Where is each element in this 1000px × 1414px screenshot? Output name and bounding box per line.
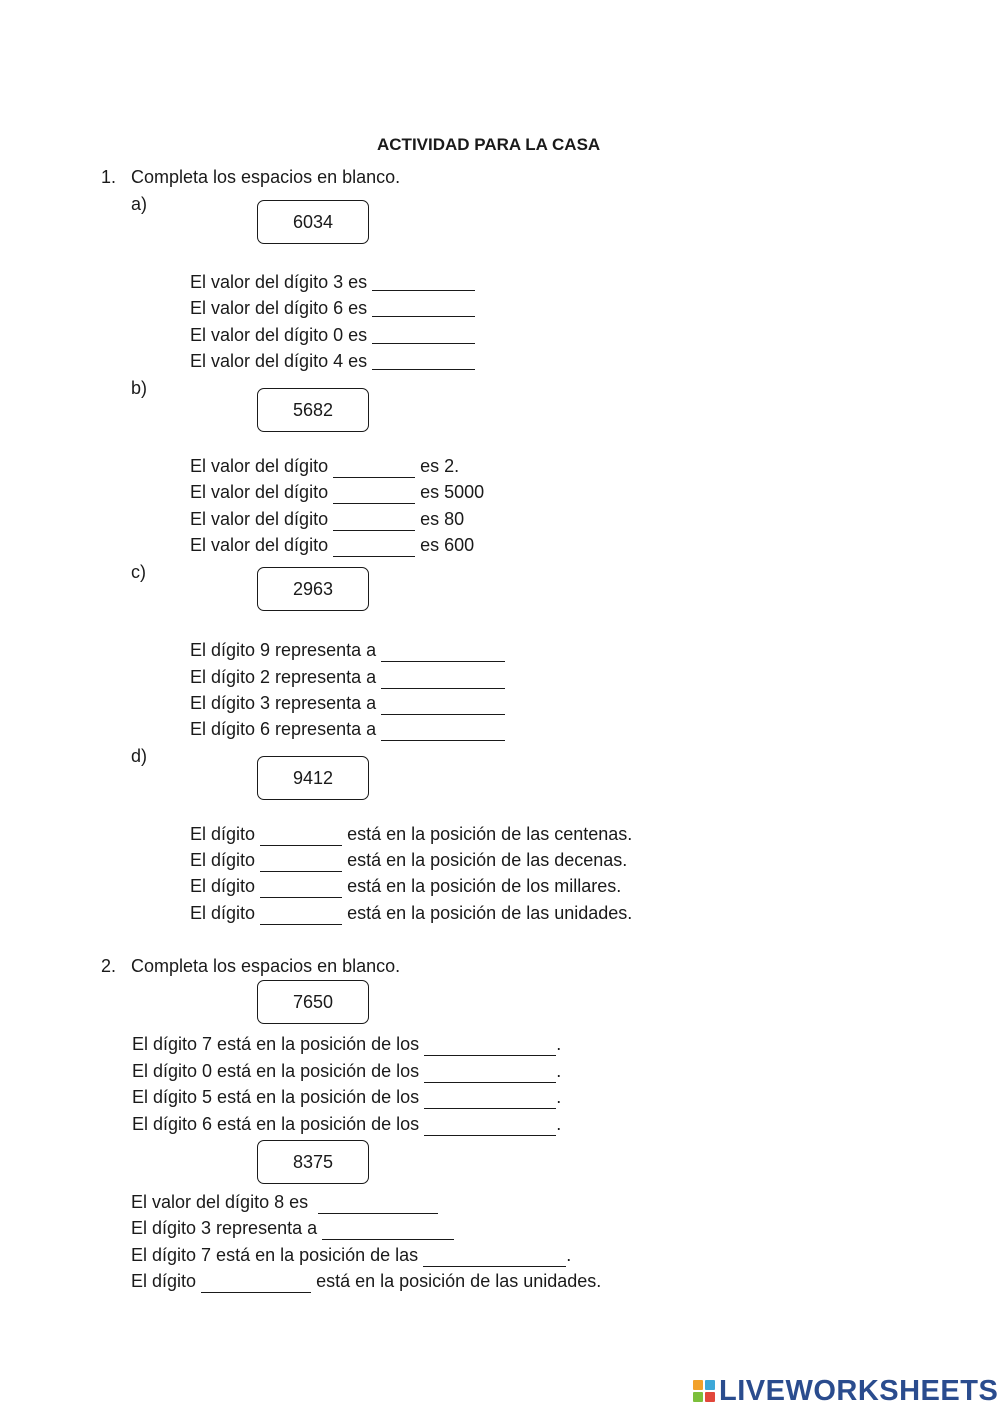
part-b-line-3: El valor del dígito es 80 [190,509,465,529]
q2-part1-line-3: El dígito 5 está en la posición de los . [132,1087,562,1107]
part-c-line-3: El dígito 3 representa a [190,692,505,715]
question-1-number: 1. [101,167,117,187]
answer-c-1-input[interactable] [381,639,505,662]
number-box-q2-1 [257,980,369,1024]
question-2-number: 2. [101,956,117,976]
answer-b-1-input[interactable] [333,455,415,478]
logo-square-4 [705,1392,715,1402]
number-box-c-value: 2963 [292,578,334,599]
answer-d-3-input[interactable] [260,875,342,898]
part-a-line-3: El valor del dígito 0 es [190,324,475,346]
q2-part2-line-3: El dígito 7 está en la posición de las . [131,1245,572,1265]
page-title: ACTIVIDAD PARA LA CASA [377,135,601,154]
answer-a-3-input[interactable] [372,328,475,344]
logo-square-2 [705,1380,715,1390]
answer-q2-7-input[interactable] [423,1244,566,1267]
answer-q2-4-input[interactable] [424,1113,556,1136]
logo-square-1 [693,1380,703,1390]
answer-d-1-input[interactable] [260,823,342,846]
answer-a-1-input[interactable] [372,275,475,291]
part-c-line-1: El dígito 9 representa a [190,639,505,662]
number-box-a [257,200,369,244]
part-b-line-4: El valor del dígito es 600 [190,535,475,555]
part-d-line-3: El dígito está en la posición de los millares. [190,876,622,896]
part-d-line-2: El dígito está en la posición de las decenas. [190,850,628,870]
number-box-d [257,756,369,800]
part-a-line-4: El valor del dígito 4 es [190,350,475,372]
number-box-b-value: 5682 [292,399,334,420]
liveworksheets-logo-icon [693,1380,715,1402]
q2-part1-line-2: El dígito 0 está en la posición de los . [132,1061,562,1081]
answer-q2-5-input[interactable] [318,1191,438,1214]
part-b-line-2: El valor del dígito es 5000 [190,482,485,502]
number-box-b [257,388,369,432]
number-box-q2-2 [257,1140,369,1184]
liveworksheets-brand: LIVEWORKSHEETS [719,1374,999,1407]
answer-a-4-input[interactable] [372,354,475,370]
number-box-q2-1-value: 7650 [292,991,334,1012]
q2-part1-line-1: El dígito 7 está en la posición de los . [132,1034,562,1054]
number-box-c [257,567,369,611]
answer-a-2-input[interactable] [372,301,475,317]
answer-q2-1-input[interactable] [424,1033,556,1056]
part-a-label: a) [131,194,148,214]
q2-part1-line-4: El dígito 6 está en la posición de los . [132,1114,562,1134]
answer-d-4-input[interactable] [260,902,342,925]
answer-b-3-input[interactable] [333,508,415,531]
number-box-d-value: 9412 [292,767,334,788]
part-c-line-4: El dígito 6 representa a [190,718,505,741]
part-c-label: c) [131,562,146,582]
answer-c-2-input[interactable] [381,666,505,689]
answer-c-4-input[interactable] [381,718,505,741]
part-d-line-1: El dígito está en la posición de las centenas. [190,824,633,844]
question-1-instruction: Completa los espacios en blanco. [131,167,401,187]
answer-q2-6-input[interactable] [322,1217,454,1240]
part-c-line-2: El dígito 2 representa a [190,666,505,689]
part-d-label: d) [131,746,148,766]
answer-q2-3-input[interactable] [424,1086,556,1109]
part-a-line-2: El valor del dígito 6 es [190,297,475,319]
q2-part2-line-1: El valor del dígito 8 es [131,1191,438,1214]
q2-part2-line-4: El dígito está en la posición de las unidades. [131,1271,602,1291]
number-box-q2-2-value: 8375 [292,1151,334,1172]
answer-d-2-input[interactable] [260,849,342,872]
part-b-line-1: El valor del dígito es 2. [190,456,460,476]
answer-b-4-input[interactable] [333,534,415,557]
part-d-line-4: El dígito está en la posición de las unidades. [190,903,633,923]
q2-part2-line-2: El dígito 3 representa a [131,1217,454,1240]
answer-b-2-input[interactable] [333,481,415,504]
logo-square-3 [693,1392,703,1402]
answer-q2-2-input[interactable] [424,1060,556,1083]
number-box-a-value: 6034 [292,211,334,232]
question-2-instruction: Completa los espacios en blanco. [131,956,401,976]
answer-q2-8-input[interactable] [201,1270,311,1293]
answer-c-3-input[interactable] [381,692,505,715]
part-b-label: b) [131,378,148,398]
liveworksheets-logo [693,1376,998,1406]
part-a-line-1: El valor del dígito 3 es [190,271,475,293]
